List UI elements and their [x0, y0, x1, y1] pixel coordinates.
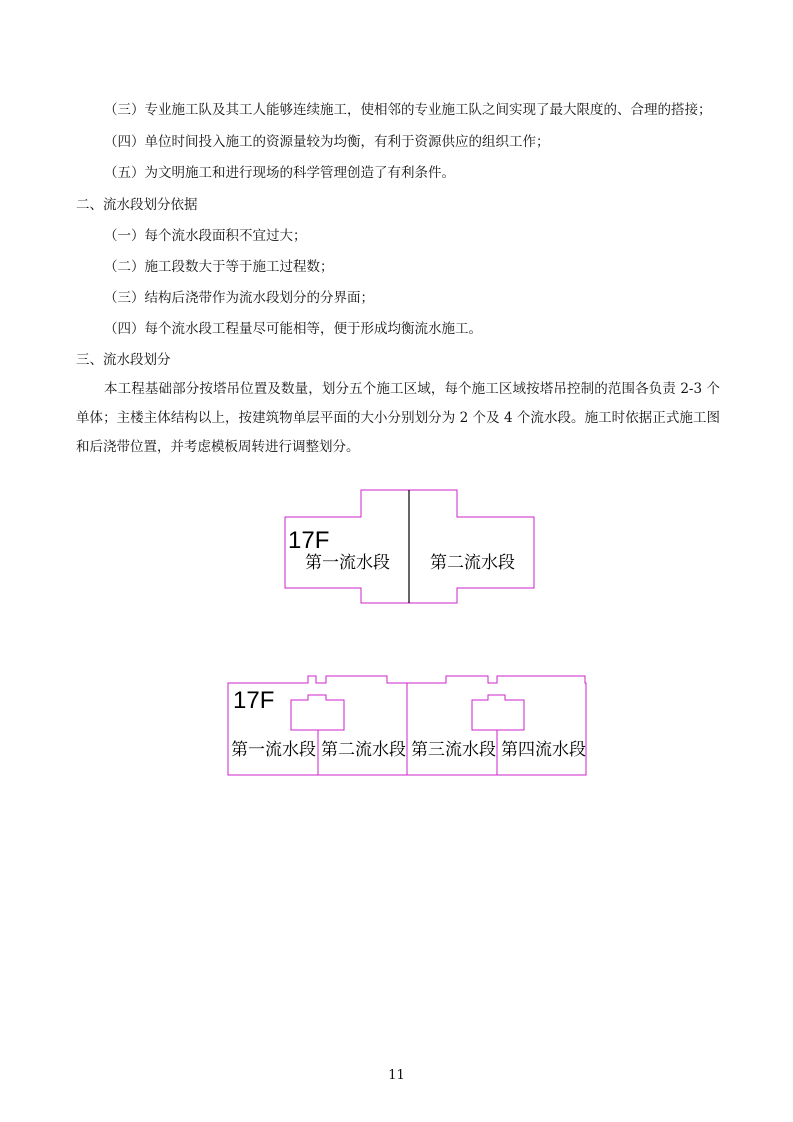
item-1-5: （五）为文明施工和进行现场的科学管理创造了有利条件。 — [104, 165, 455, 181]
item-2-3: （三）结构后浇带作为流水段划分的分界面； — [104, 290, 374, 306]
segment-label-2-2: 第二流水段 — [321, 740, 406, 760]
floor-label-17f-2: 17F — [233, 687, 275, 714]
item-1-4: （四）单位时间投入施工的资源量较为均衡，有利于资源供应的组织工作； — [104, 134, 550, 150]
item-1-3: （三）专业施工队及其工人能够连续施工，使相邻的专业施工队之间实现了最大限度的、合理的搭接； — [104, 102, 712, 118]
segment-label-2-3: 第三流水段 — [411, 740, 496, 760]
inner-notch-2 — [472, 695, 524, 730]
diagram-four-segments — [228, 676, 586, 775]
item-2-4: （四）每个流水段工程量尽可能相等，便于形成均衡流水施工。 — [104, 321, 482, 337]
inner-notch-1 — [291, 695, 344, 730]
item-2-1: （一）每个流水段面积不宜过大； — [104, 228, 307, 244]
item-2-2: （二）施工段数大于等于施工过程数； — [104, 259, 334, 275]
section-heading-2: 二、流水段划分依据 — [76, 197, 198, 213]
segment-label-1-1: 第一流水段 — [305, 553, 390, 573]
segment-label-2-4: 第四流水段 — [501, 740, 586, 760]
section-3-paragraph: 本工程基础部分按塔吊位置及数量，划分五个施工区域，每个施工区域按塔吊控制的范围各负责 2-3 个单体；主楼主体结构以上，按建筑物单层平面的大小分别划分为 2 个及 4 个流水段。施工时依据正式施工图和后浇带位置，并考虑模板周转进行调整划分。 — [76, 381, 720, 455]
segment-label-2-1: 第一流水段 — [231, 740, 316, 760]
floor-label-17f-1: 17F — [288, 527, 330, 554]
section-heading-3: 三、流水段划分 — [76, 352, 171, 368]
segment-label-1-2: 第二流水段 — [430, 553, 515, 573]
page-number: 11 — [388, 1068, 405, 1083]
